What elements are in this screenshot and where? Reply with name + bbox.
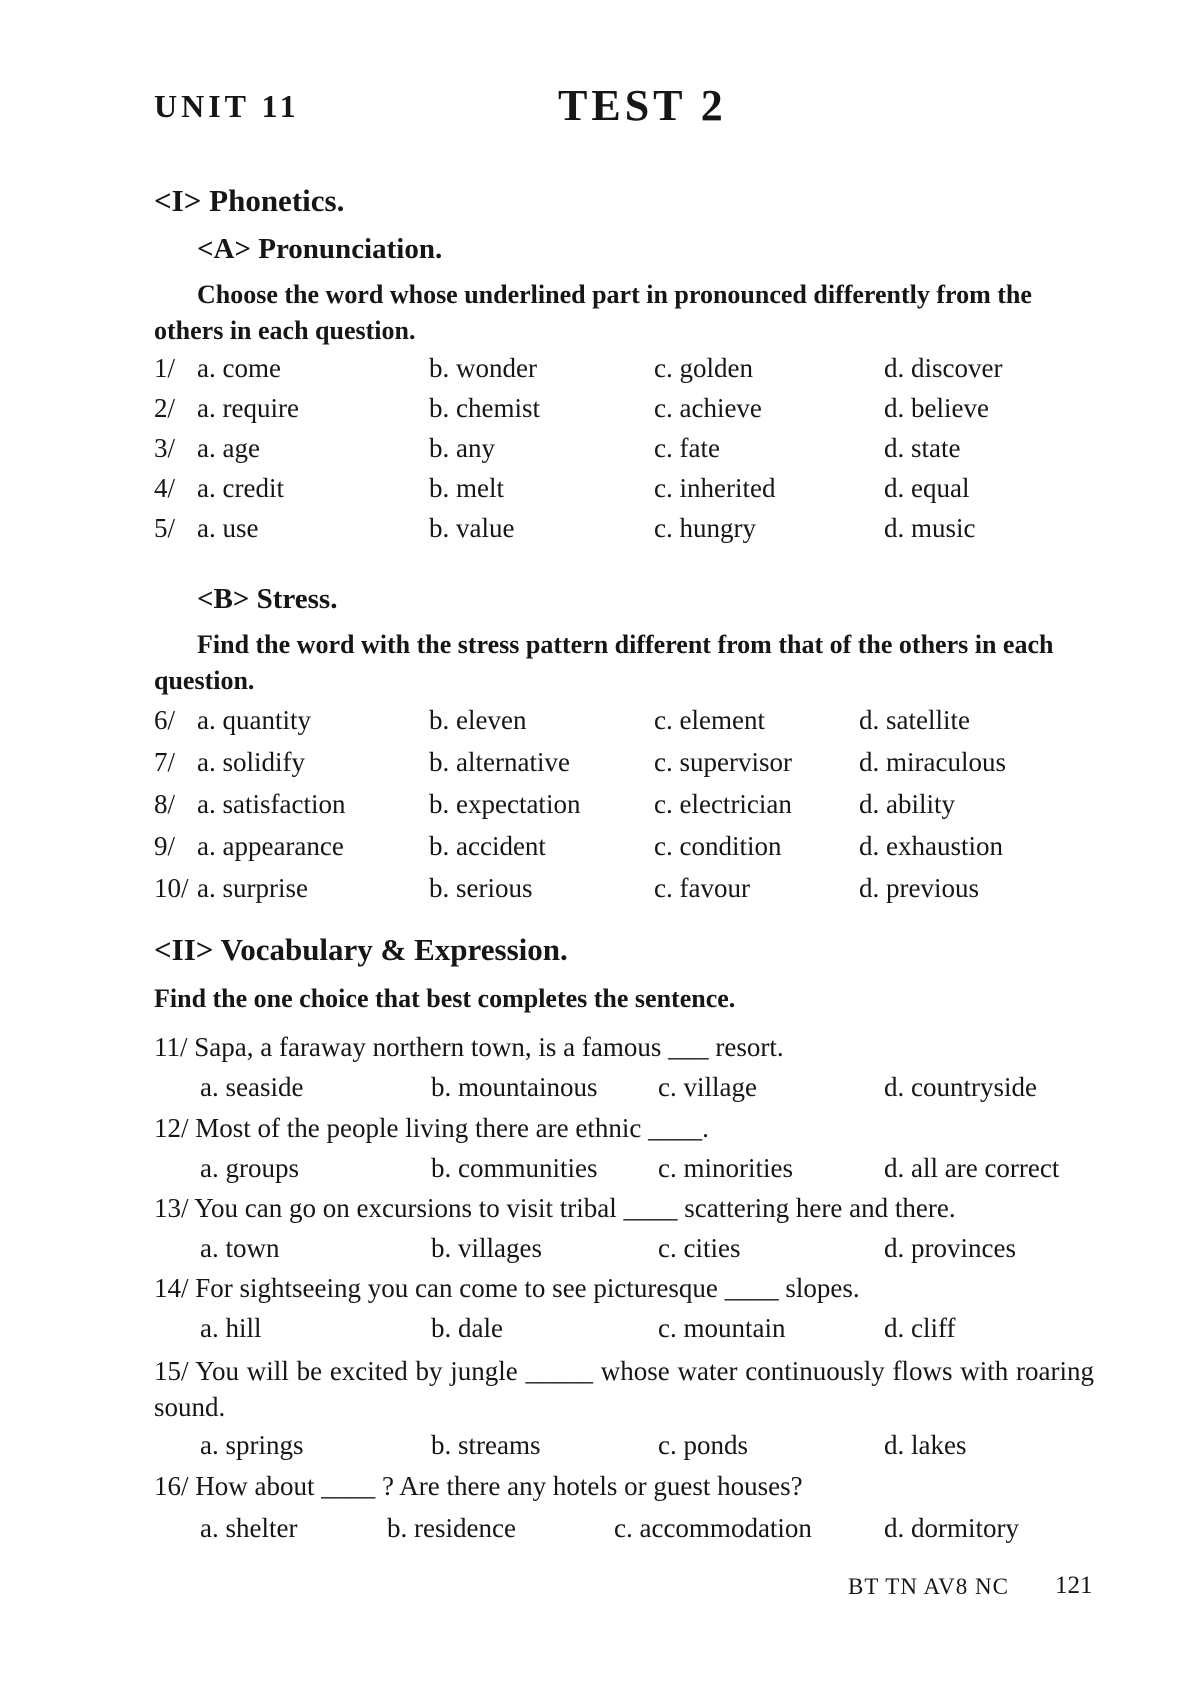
- option-a: a. age: [197, 433, 260, 463]
- option-b: b. mountainous: [431, 1072, 598, 1102]
- option-c: c. inherited: [654, 473, 776, 503]
- question-number: 3/: [154, 433, 176, 463]
- option-a: a. seaside: [200, 1072, 304, 1102]
- option-c: c. achieve: [654, 393, 762, 423]
- test-title: TEST 2: [558, 81, 727, 130]
- option-c: c. element: [654, 705, 765, 735]
- option-a: a. shelter: [200, 1513, 298, 1543]
- question-stem: 11/ Sapa, a faraway northern town, is a famous ___ resort.: [154, 1032, 784, 1062]
- question-stem: 15/ You will be excited by jungle _____ whose water continuously flows with roaring sound.: [154, 1356, 1094, 1422]
- unit-label: UNIT 11: [154, 88, 300, 124]
- option-b: b. villages: [431, 1233, 542, 1263]
- question-stem: 13/ You can go on excursions to visit tribal ____ scattering here and there.: [154, 1193, 956, 1223]
- option-b: b. accident: [429, 831, 546, 861]
- option-c: c. electrician: [654, 789, 792, 819]
- option-c: c. golden: [654, 353, 753, 383]
- option-b: b. melt: [429, 473, 504, 503]
- pronunciation-instruction: Choose the word whose underlined part in pronounced differently from the others in each question.: [154, 280, 1032, 345]
- option-a: a. credit: [197, 473, 284, 503]
- section-phonetics-title: <I> Phonetics.: [154, 183, 345, 218]
- option-d: d. miraculous: [859, 747, 1006, 777]
- option-a: a. use: [197, 513, 259, 543]
- question-stem: 12/ Most of the people living there are ethnic ____.: [154, 1113, 709, 1143]
- question-stem: 14/ For sightseeing you can come to see picturesque ____ slopes.: [154, 1273, 860, 1303]
- question-options: [154, 1430, 1114, 1468]
- option-c: c. supervisor: [654, 747, 792, 777]
- option-d: d. countryside: [884, 1072, 1037, 1102]
- option-b: b. any: [429, 433, 495, 463]
- option-b: b. eleven: [429, 705, 527, 735]
- option-d: d. lakes: [884, 1430, 967, 1460]
- option-d: d. satellite: [859, 705, 970, 735]
- option-a: a. groups: [200, 1153, 299, 1183]
- vocabulary-instruction: Find the one choice that best completes the sentence.: [154, 984, 736, 1013]
- question-row: [154, 747, 1114, 787]
- question-number: 9/: [154, 831, 176, 861]
- question-row: [154, 473, 1114, 513]
- question-row: [154, 353, 1114, 393]
- question-row: [154, 789, 1114, 829]
- option-d: d. provinces: [884, 1233, 1016, 1263]
- option-c: c. mountain: [658, 1313, 786, 1343]
- option-a: a. surprise: [197, 873, 308, 903]
- option-a: a. quantity: [197, 705, 311, 735]
- question-stem: 16/ How about ____ ? Are there any hotels or guest houses?: [154, 1471, 803, 1501]
- option-b: b. dale: [431, 1313, 503, 1343]
- question-number: 6/: [154, 705, 176, 735]
- option-c: c. fate: [654, 433, 720, 463]
- question-number: 2/: [154, 393, 176, 423]
- option-c: c. favour: [654, 873, 750, 903]
- page-number: 121: [1055, 1572, 1093, 1599]
- question-number: 10/: [154, 873, 189, 903]
- option-b: b. expectation: [429, 789, 581, 819]
- option-b: b. alternative: [429, 747, 570, 777]
- option-c: c. cities: [658, 1233, 741, 1263]
- option-d: d. equal: [884, 473, 970, 503]
- option-b: b. value: [429, 513, 515, 543]
- option-d: d. cliff: [884, 1313, 956, 1343]
- question-options: [154, 1313, 1114, 1351]
- section-vocabulary-title: <II> Vocabulary & Expression.: [154, 932, 568, 967]
- option-d: d. dormitory: [884, 1513, 1019, 1543]
- part-stress-title: <B> Stress.: [197, 583, 338, 615]
- option-c: c. village: [658, 1072, 757, 1102]
- option-b: b. residence: [387, 1513, 516, 1543]
- option-a: a. hill: [200, 1313, 262, 1343]
- stress-instruction: Find the word with the stress pattern different from that of the others in each question.: [154, 630, 1054, 695]
- option-a: a. satisfaction: [197, 789, 346, 819]
- option-d: d. music: [884, 513, 976, 543]
- option-d: d. exhaustion: [859, 831, 1003, 861]
- question-number: 7/: [154, 747, 176, 777]
- option-a: a. town: [200, 1233, 280, 1263]
- option-b: b. streams: [431, 1430, 541, 1460]
- question-row: [154, 705, 1114, 745]
- option-a: a. appearance: [197, 831, 344, 861]
- question-number: 5/: [154, 513, 176, 543]
- option-b: b. wonder: [429, 353, 537, 383]
- option-d: d. all are correct: [884, 1153, 1060, 1183]
- option-a: a. come: [197, 353, 281, 383]
- option-c: c. minorities: [658, 1153, 793, 1183]
- question-number: 8/: [154, 789, 176, 819]
- option-d: d. believe: [884, 393, 989, 423]
- question-options: [154, 1072, 1114, 1110]
- book-code: BT TN AV8 NC: [848, 1574, 1009, 1599]
- question-options: [154, 1233, 1114, 1271]
- option-b: b. chemist: [429, 393, 540, 423]
- option-c: c. hungry: [654, 513, 756, 543]
- option-c: c. ponds: [658, 1430, 748, 1460]
- option-c: c. accommodation: [614, 1513, 812, 1543]
- question-row: [154, 433, 1114, 473]
- question-options: [154, 1513, 1114, 1551]
- option-b: b. serious: [429, 873, 533, 903]
- option-d: d. discover: [884, 353, 1003, 383]
- option-a: a. solidify: [197, 747, 305, 777]
- option-d: d. state: [884, 433, 961, 463]
- option-b: b. communities: [431, 1153, 598, 1183]
- part-pronunciation-title: <A> Pronunciation.: [197, 233, 443, 265]
- question-row: [154, 831, 1114, 871]
- option-a: a. springs: [200, 1430, 304, 1460]
- option-d: d. ability: [859, 789, 955, 819]
- question-number: 4/: [154, 473, 176, 503]
- question-row: [154, 873, 1114, 913]
- question-row: [154, 393, 1114, 433]
- question-row: [154, 513, 1114, 553]
- option-a: a. require: [197, 393, 299, 423]
- option-d: d. previous: [859, 873, 979, 903]
- question-number: 1/: [154, 353, 176, 383]
- option-c: c. condition: [654, 831, 782, 861]
- question-options: [154, 1153, 1114, 1191]
